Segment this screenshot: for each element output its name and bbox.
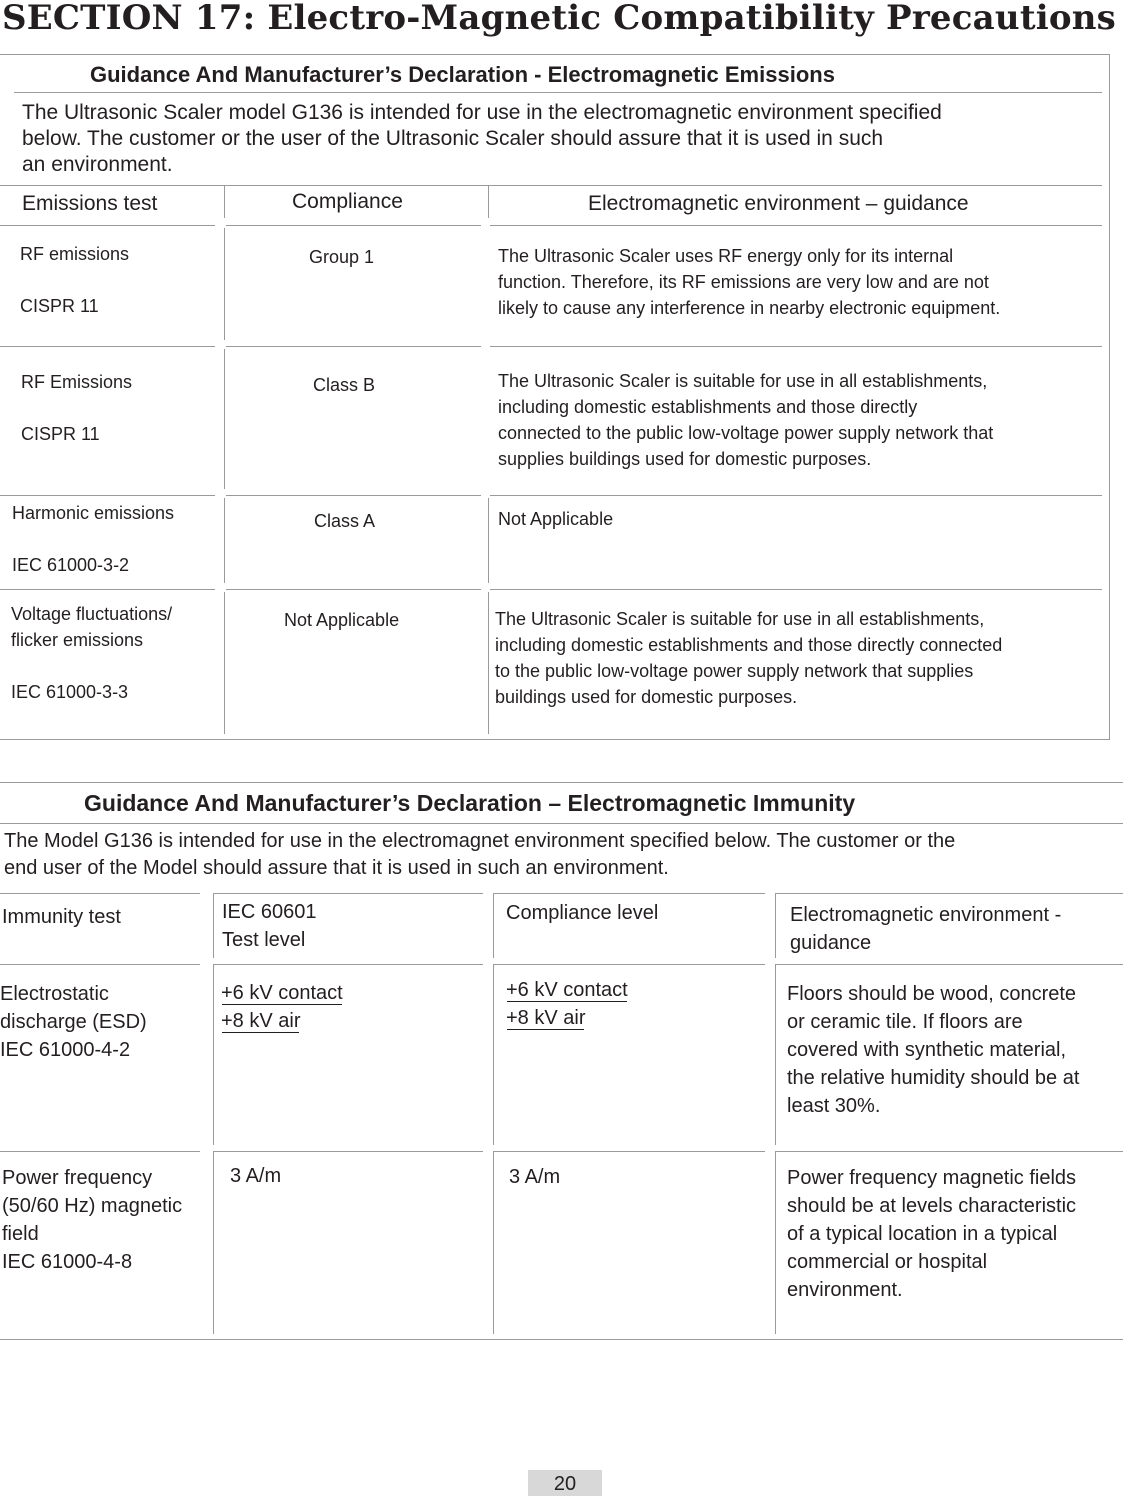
emissions-row-4-guidance: The Ultrasonic Scaler is suitable for use in all establishments, including domestic establishments and those directly connected to the public low-voltage power supply network that supplies buildings used for domestic purposes.: [495, 609, 1003, 708]
emissions-top-rule: [0, 54, 1110, 55]
emissions-row-1-guidance: The Ultrasonic Scaler uses RF energy only for its internal function. Therefore, its RF emissions are very low and are not likely to cause any interference in nearby electronic equipment.: [498, 246, 1001, 319]
emissions-col-guidance: Electromagnetic environment – guidance: [588, 192, 969, 215]
emissions-bottom-rule: [0, 739, 1110, 740]
emissions-cell-divider: [488, 498, 489, 583]
emissions-row-3-test: Harmonic emissions IEC 61000-3-2: [12, 503, 175, 576]
immunity-row-1-compliance-level: [506, 976, 628, 1032]
emissions-row-1-compliance: Group 1: [309, 247, 375, 267]
emissions-intro: The Ultrasonic Scaler model G136 is intended for use in the electromagnetic environment specified below. The customer or the user of the Ultrasonic Scaler should assure that it is used in such an environment.: [22, 101, 942, 176]
emissions-row-rule: [490, 495, 1102, 496]
immunity-level-value: +6 kV contact: [506, 976, 628, 1004]
emissions-col-compliance: Compliance: [292, 190, 403, 213]
emissions-intro-rule: [0, 185, 1102, 186]
emissions-row-rule: [226, 589, 481, 590]
immunity-cell-divider: [493, 1152, 494, 1334]
emissions-row-4-test: Voltage fluctuations/ flicker emissions IEC 61000-3-3: [11, 604, 173, 703]
emissions-cell-divider: [488, 592, 489, 734]
immunity-row-1-guidance: Floors should be wood, concrete or ceramic tile. If floors are covered with synthetic material, the relative humidity should be at least 30%.: [787, 983, 1080, 1117]
immunity-cell-divider: [213, 965, 214, 1145]
emissions-row-rule: [490, 589, 1102, 590]
immunity-row-rule: [775, 964, 1123, 965]
immunity-level-value: +8 kV air: [506, 1004, 585, 1032]
emissions-cell-divider: [224, 498, 225, 583]
immunity-row-2-test: Power frequency (50/60 Hz) magnetic field IEC 61000-4-8: [2, 1167, 183, 1273]
immunity-cell-divider: [775, 965, 776, 1145]
immunity-row-rule: [0, 1151, 200, 1152]
emissions-cell-divider: [224, 592, 225, 734]
emissions-row-4-compliance: Not Applicable: [284, 610, 400, 630]
emissions-header-divider-1: [224, 186, 225, 218]
immunity-cell-divider: [493, 965, 494, 1145]
emissions-row-rule: [0, 225, 215, 226]
immunity-row-rule: [213, 1151, 483, 1152]
immunity-heading: Guidance And Manufacturer’s Declaration – Electromagnetic Immunity: [84, 790, 856, 816]
immunity-row-rule: [493, 1151, 765, 1152]
immunity-row-2-iec-level: 3 A/m: [230, 1165, 282, 1187]
immunity-row-rule: [493, 964, 765, 965]
emissions-cell-divider: [224, 228, 225, 340]
immunity-row-2-compliance-level: 3 A/m: [509, 1166, 561, 1188]
emissions-row-2-test: RF Emissions CISPR 11: [21, 372, 133, 445]
emissions-row-2-compliance: Class B: [313, 375, 376, 395]
immunity-row-rule: [213, 893, 483, 894]
immunity-col-test: Immunity test: [2, 906, 121, 928]
immunity-row-2-guidance: Power frequency magnetic fields should be at levels characteristic of a typical location in a typical commercial or hospital environment.: [787, 1167, 1077, 1301]
emissions-row-rule: [226, 495, 481, 496]
emissions-row-3-compliance: Class A: [314, 511, 376, 531]
immunity-col-iec-level: IEC 60601 Test level: [222, 901, 317, 951]
immunity-level-value: +8 kV air: [221, 1007, 300, 1035]
emissions-row-rule: [226, 346, 481, 347]
immunity-cell-divider: [493, 894, 494, 958]
immunity-cell-divider: [213, 1152, 214, 1334]
immunity-row-1-test: Electrostatic discharge (ESD) IEC 61000-4-2: [0, 983, 147, 1061]
immunity-cell-divider: [213, 894, 214, 958]
emissions-row-2-guidance: The Ultrasonic Scaler is suitable for use in all establishments, including domestic establishments and those directly connected to the public low-voltage power supply network that supplies buildings used for domestic purposes.: [498, 371, 994, 470]
immunity-row-rule: [775, 1151, 1123, 1152]
emissions-header-divider-2: [488, 186, 489, 218]
emissions-row-3-guidance: Not Applicable: [498, 509, 614, 529]
immunity-row-rule: [0, 964, 200, 965]
immunity-col-guidance: Electromagnetic environment - guidance: [790, 904, 1062, 954]
page-title: SECTION 17: Electro-Magnetic Compatibility Precautions: [2, 0, 1116, 38]
emissions-heading: Guidance And Manufacturer’s Declaration - Electromagnetic Emissions: [90, 62, 835, 87]
immunity-cell-divider: [775, 1152, 776, 1334]
emissions-row-rule: [490, 225, 1102, 226]
immunity-row-rule: [213, 964, 483, 965]
emissions-cell-divider: [224, 349, 225, 489]
immunity-bottom-rule: [0, 1339, 1123, 1340]
emissions-right-border: [1109, 54, 1110, 740]
immunity-heading-rule: [0, 823, 1123, 824]
emissions-row-rule: [0, 346, 215, 347]
immunity-row-rule: [493, 893, 765, 894]
immunity-cell-divider: [775, 894, 776, 958]
immunity-row-1-iec-level: [221, 979, 343, 1035]
immunity-row-rule: [775, 893, 1123, 894]
immunity-top-rule: [0, 782, 1123, 783]
emissions-row-rule: [0, 495, 215, 496]
emissions-col-test: Emissions test: [22, 192, 158, 215]
immunity-col-compliance-level: Compliance level: [506, 902, 659, 924]
emissions-row-rule: [490, 346, 1102, 347]
immunity-row-rule: [0, 893, 200, 894]
page-number: 20: [528, 1470, 602, 1496]
emissions-row-1-test: RF emissions CISPR 11: [20, 244, 130, 317]
immunity-intro: The Model G136 is intended for use in the electromagnet environment specified below. The customer or the end user of the Model should assure that it is used in such an environment.: [4, 830, 956, 879]
emissions-row-rule: [226, 225, 481, 226]
emissions-heading-rule: [14, 92, 1102, 93]
emissions-row-rule: [0, 589, 215, 590]
immunity-level-value: +6 kV contact: [221, 979, 343, 1007]
